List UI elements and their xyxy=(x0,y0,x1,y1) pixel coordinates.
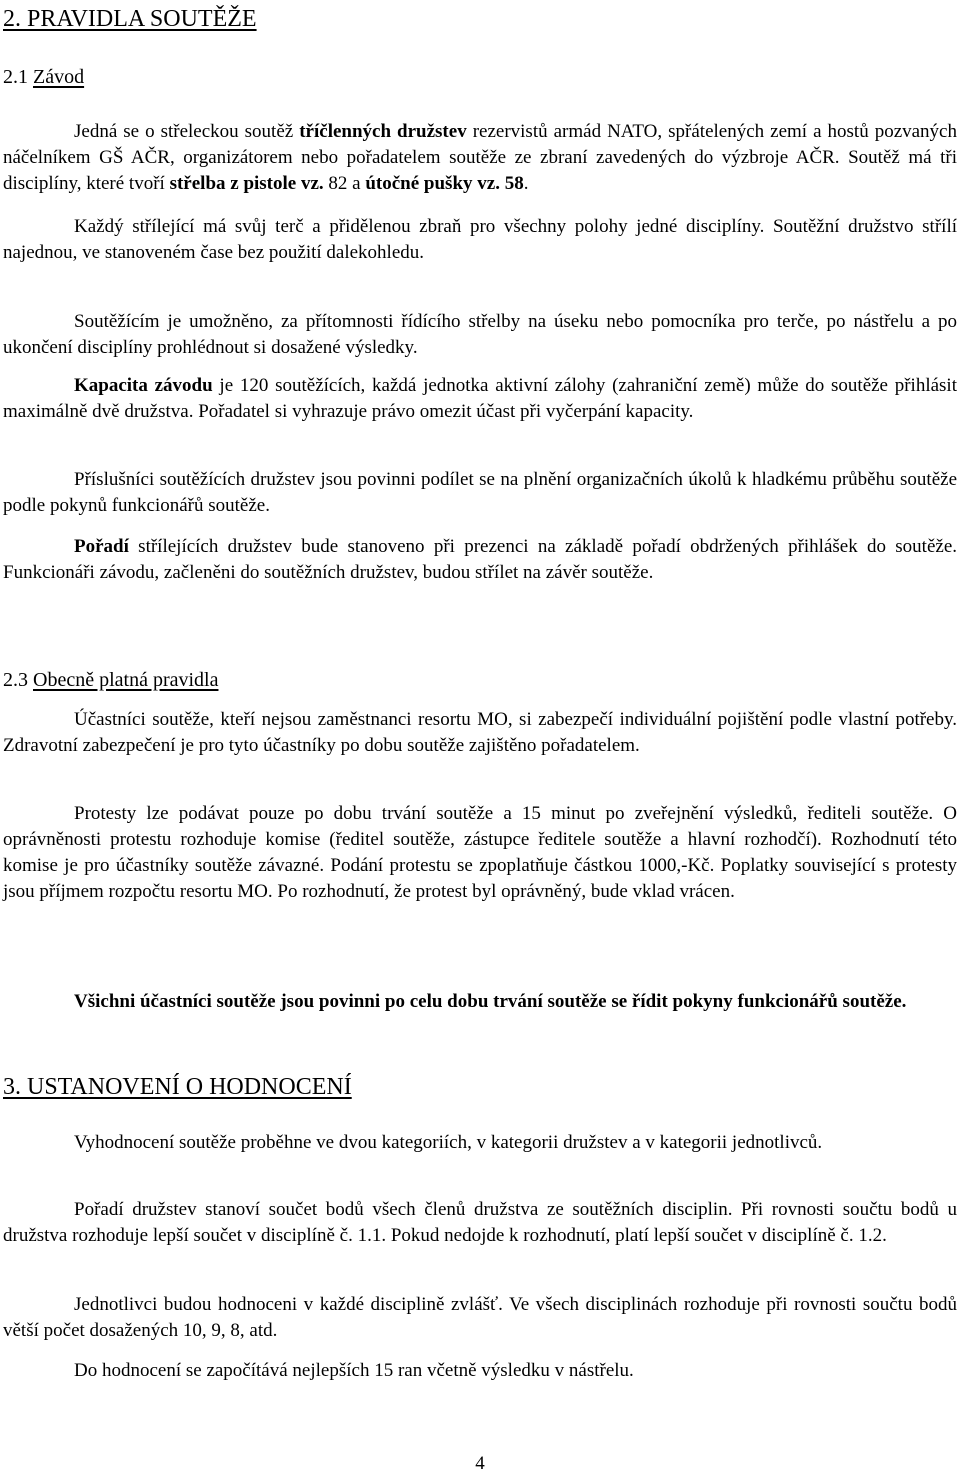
subsection-title: Obecně platná pravidla xyxy=(33,669,219,691)
section-heading-rules: 2. PRAVIDLA SOUTĚŽE xyxy=(3,6,257,32)
section-heading-evaluation: 3. USTANOVENÍ O HODNOCENÍ xyxy=(3,1074,352,1100)
paragraph-team-ranking: Pořadí družstev stanoví součet bodů všech členů družstva ze soutěžních disciplin. Při rovnosti součtu bodů u družstva rozhoduje lepší součet v disciplíně č. 1.1. Pokud nedojde k rozhodnutí, platí lepší součet v disciplíně č. 1.2. xyxy=(3,1199,957,1246)
text-run: . xyxy=(523,173,529,194)
bold-text: útočné pušky vz. 58 xyxy=(365,173,524,194)
paragraph-capacity xyxy=(3,373,957,425)
subsection-number: 2.3 xyxy=(3,669,33,691)
paragraph-individual-ranking: Jednotlivci budou hodnoceni v každé disciplině zvlášť. Ve všech disciplinách rozhoduje při rovnosti součtu bodů větší počet dosažených 10, 9, 8, atd. xyxy=(3,1294,957,1341)
bold-text: Kapacita závodu xyxy=(74,375,213,396)
text-run: 82 a xyxy=(323,173,366,194)
subsection-heading-general-rules xyxy=(3,667,957,693)
paragraph-order xyxy=(3,534,957,586)
paragraph-targets: Každý střílející má svůj terč a přidělenou zbraň pro všechny polohy jedné disciplíny. Soutěžní družstvo střílí najednou, ve stanoveném čase bez použití dalekohledu. xyxy=(3,216,957,263)
paragraph-insurance: Účastníci soutěže, kteří nejsou zaměstnanci resortu MO, si zabezpečí individuální pojištění podle vlastní potřeby. Zdravotní zabezpečení je pro tyto účastníky po dobu soutěže zajištěno pořadatelem. xyxy=(3,709,957,756)
bold-text: střelba z pistole vz. xyxy=(169,173,324,194)
paragraph-race-description xyxy=(3,119,957,197)
paragraph-results-review: Soutěžícím je umožněno, za přítomnosti řídícího střelby na úseku nebo pomocníka pro terče, po nástřelu a po ukončení disciplíny prohlédnout si dosažené výsledky. xyxy=(3,311,957,358)
subsection-heading-race xyxy=(3,64,957,90)
bold-text: Pořadí xyxy=(74,536,129,557)
paragraph-protests: Protesty lze podávat pouze po dobu trvání soutěže a 15 minut po zveřejnění výsledků, řediteli soutěže. O oprávněnosti protestu rozhoduje komise (ředitel soutěže, zástupce ředitele soutěže a hlavní rozhodčí). Rozhodnutí této komise je pro účastníky soutěže závazné. Podání protestu se zpoplatňuje částkou 1000,-Kč. Poplatky související s protesty jsou příjmem rozpočtu resortu MO. Po rozhodnutí, že protest byl oprávněný, bude vklad vrácen. xyxy=(3,803,957,902)
text-run: rezervistů armád NATO, spřátelených zemí a hostů pozvaných náčelníkem GŠ AČR, organizátorem nebo pořadatelem soutěže ze zbraní zavedených do výzbroje AČR. Soutěž má tři disciplíny, které tvoří xyxy=(3,121,957,194)
paragraph-members-duties: Příslušníci soutěžících družstev jsou povinni podílet se na plnění organizačních úkolů k hladkému průběhu soutěže podle pokynů funkcionářů soutěže. xyxy=(3,469,957,516)
text-run: Jedná se o střeleckou soutěž xyxy=(74,121,300,142)
paragraph-categories: Vyhodnocení soutěže proběhne ve dvou kategoriích, v kategorii družstev a v kategorii jednotlivců. xyxy=(74,1132,823,1153)
subsection-title: Závod xyxy=(33,66,85,88)
paragraph-counted-shots: Do hodnocení se započítává nejlepších 15 ran včetně výsledku v nástřelu. xyxy=(74,1360,634,1381)
bold-text: tříčlenných družstev xyxy=(299,121,467,142)
page-number: 4 xyxy=(475,1453,485,1474)
paragraph-obligation-notice: Všichni účastníci soutěže jsou povinni po celu dobu trvání soutěže se řídit pokyny funkcionářů soutěže. xyxy=(74,991,907,1012)
text-run: střílejících družstev bude stanoveno při prezenci na základě pořadí obdržených přihlášek do soutěže. Funkcionáři závodu, začleněni do soutěžních družstev, budou střílet na závěr soutěže. xyxy=(3,536,957,583)
subsection-number: 2.1 xyxy=(3,66,33,88)
text-run: je 120 soutěžících, každá jednotka aktivní zálohy (zahraniční země) může do soutěže přihlásit maximálně dvě družstva. Pořadatel si vyhrazuje právo omezit účast při vyčerpání kapacity. xyxy=(3,375,957,422)
